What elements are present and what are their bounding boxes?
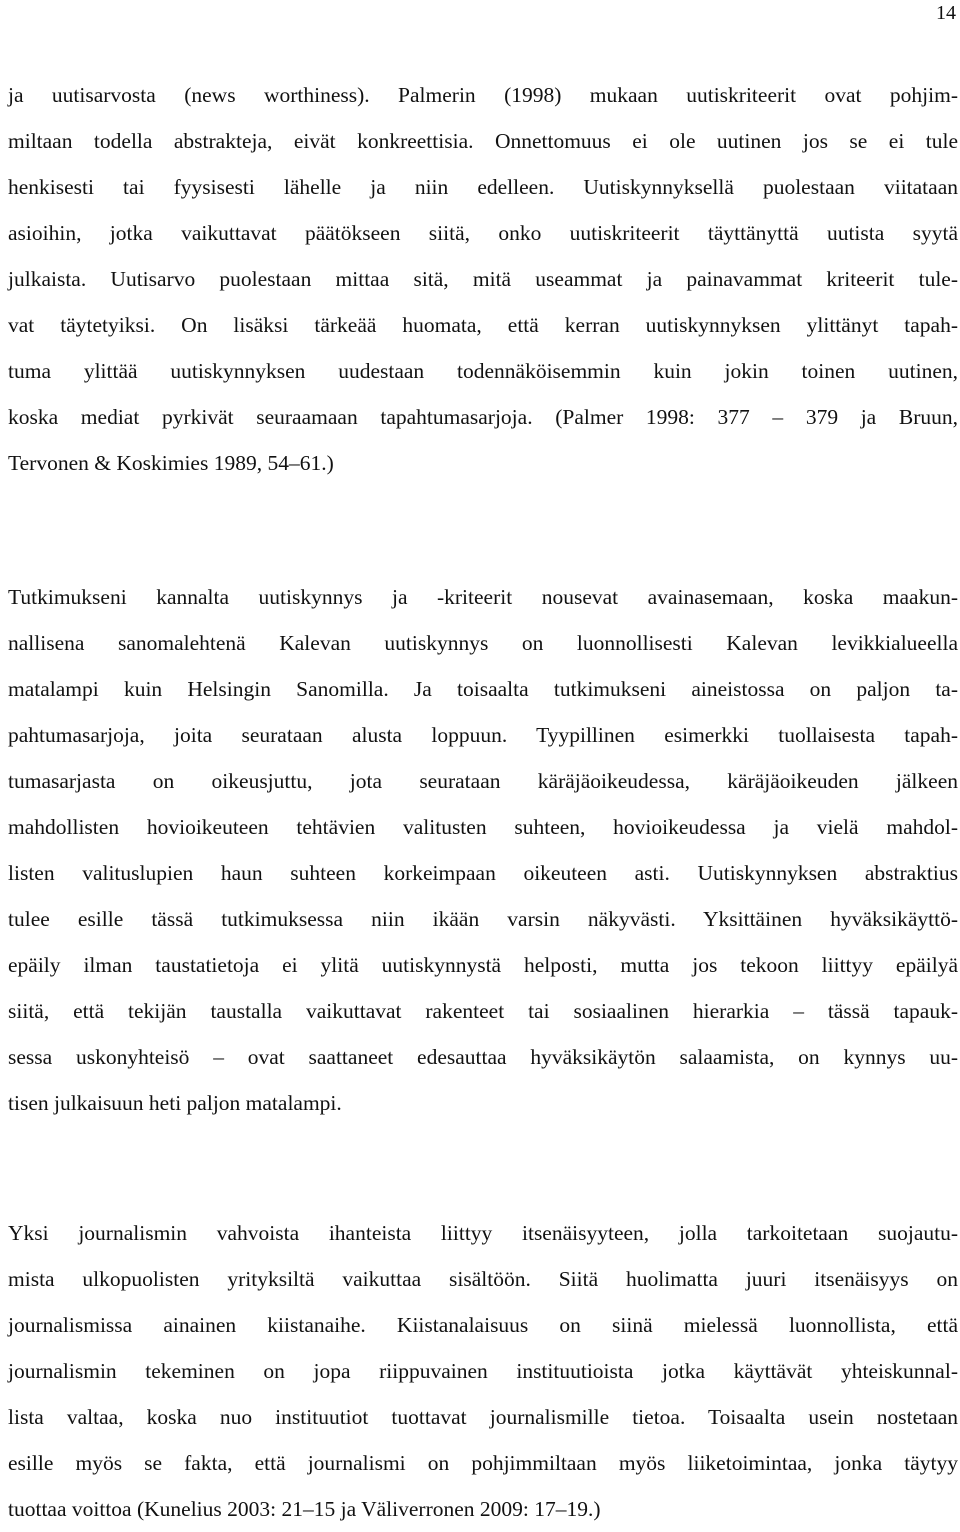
text-line: pahtumasarjoja, joita seurataan alusta loppuun. Tyypillinen esimerkki tuollaisesta tapah-: [8, 723, 958, 747]
text-line: vat täytetyiksi. On lisäksi tärkeää huomata, että kerran uutiskynnyksen ylittänyt tapah-: [8, 313, 958, 337]
text-line: mista ulkopuolisten yrityksiltä vaikuttaa sisältöön. Siitä huolimatta juuri itsenäisyys on: [8, 1267, 958, 1291]
text-line: henkisesti tai fyysisesti lähelle ja niin edelleen. Uutiskynnyksellä puolestaan viitataan: [8, 175, 958, 199]
text-line: journalismissa ainainen kiistanaihe. Kiistanalaisuus on siinä mielessä luonnollista, että: [8, 1313, 958, 1337]
text-line: siitä, että tekijän taustalla vaikuttavat rakenteet tai sosiaalinen hierarkia – tässä tapauk-: [8, 999, 958, 1023]
text-line: tuma ylittää uutiskynnyksen uudestaan todennäköisemmin kuin jokin toinen uutinen,: [8, 359, 958, 383]
text-line: koska mediat pyrkivät seuraamaan tapahtumasarjoja. (Palmer 1998: 377 – 379 ja Bruun,: [8, 405, 958, 429]
text-line: nallisena sanomalehtenä Kalevan uutiskynnys on luonnollisesti Kalevan levikkialueella: [8, 631, 958, 655]
paragraph-news-criteria: [8, 72, 958, 486]
text-line: matalampi kuin Helsingin Sanomilla. Ja toisaalta tutkimukseni aineistossa on paljon ta-: [8, 677, 958, 701]
text-line: Tervonen & Koskimies 1989, 54–61.): [8, 451, 334, 475]
text-line: Tutkimukseni kannalta uutiskynnys ja -kriteerit nousevat avainasemaan, koska maakun-: [8, 585, 958, 609]
text-line: tulee esille tässä tutkimuksessa niin ikään varsin näkyvästi. Yksittäinen hyväksikäyttö-: [8, 907, 958, 931]
text-line: mahdollisten hovioikeuteen tehtävien valitusten suhteen, hovioikeudessa ja vielä mahdol-: [8, 815, 958, 839]
text-line: ja uutisarvosta (news worthiness). Palmerin (1998) mukaan uutiskriteerit ovat pohjim-: [8, 83, 958, 107]
paragraph-journalism-independence: [8, 1210, 958, 1532]
text-line: esille myös se fakta, että journalismi on pohjimmiltaan myös liiketoimintaa, jonka täytyy: [8, 1451, 958, 1475]
text-line: tumasarjasta on oikeusjuttu, jota seurataan käräjäoikeudessa, käräjäoikeuden jälkeen: [8, 769, 958, 793]
text-line: epäily ilman taustatietoja ei ylitä uutiskynnystä helposti, mutta jos tekoon liittyy epäilyä: [8, 953, 958, 977]
paragraph-research-threshold: [8, 574, 958, 1126]
text-line: asioihin, jotka vaikuttavat päätökseen siitä, onko uutiskriteerit täyttänyttä uutista syytä: [8, 221, 958, 245]
text-line: sessa uskonyhteisö – ovat saattaneet edesauttaa hyväksikäytön salaamista, on kynnys uu-: [8, 1045, 958, 1069]
text-line: tisen julkaisuun heti paljon matalampi.: [8, 1091, 342, 1115]
text-line: miltaan todella abstrakteja, eivät konkreettisia. Onnettomuus ei ole uutinen jos se ei tule: [8, 129, 958, 153]
text-line: journalismin tekeminen on jopa riippuvainen instituutioista jotka käyttävät yhteiskunnal-: [8, 1359, 958, 1383]
text-line: julkaista. Uutisarvo puolestaan mittaa sitä, mitä useammat ja painavammat kriteerit tule-: [8, 267, 958, 291]
text-line: listen valituslupien haun suhteen korkeimpaan oikeuteen asti. Uutiskynnyksen abstraktius: [8, 861, 958, 885]
page-number: 14: [936, 2, 956, 24]
text-line: lista valtaa, koska nuo instituutiot tuottavat journalismille tietoa. Toisaalta usein nostetaan: [8, 1405, 958, 1429]
text-line: Yksi journalismin vahvoista ihanteista liittyy itsenäisyyteen, jolla tarkoitetaan suojautu-: [8, 1221, 958, 1245]
text-line: tuottaa voittoa (Kunelius 2003: 21–15 ja Väliverronen 2009: 17–19.): [8, 1497, 601, 1521]
